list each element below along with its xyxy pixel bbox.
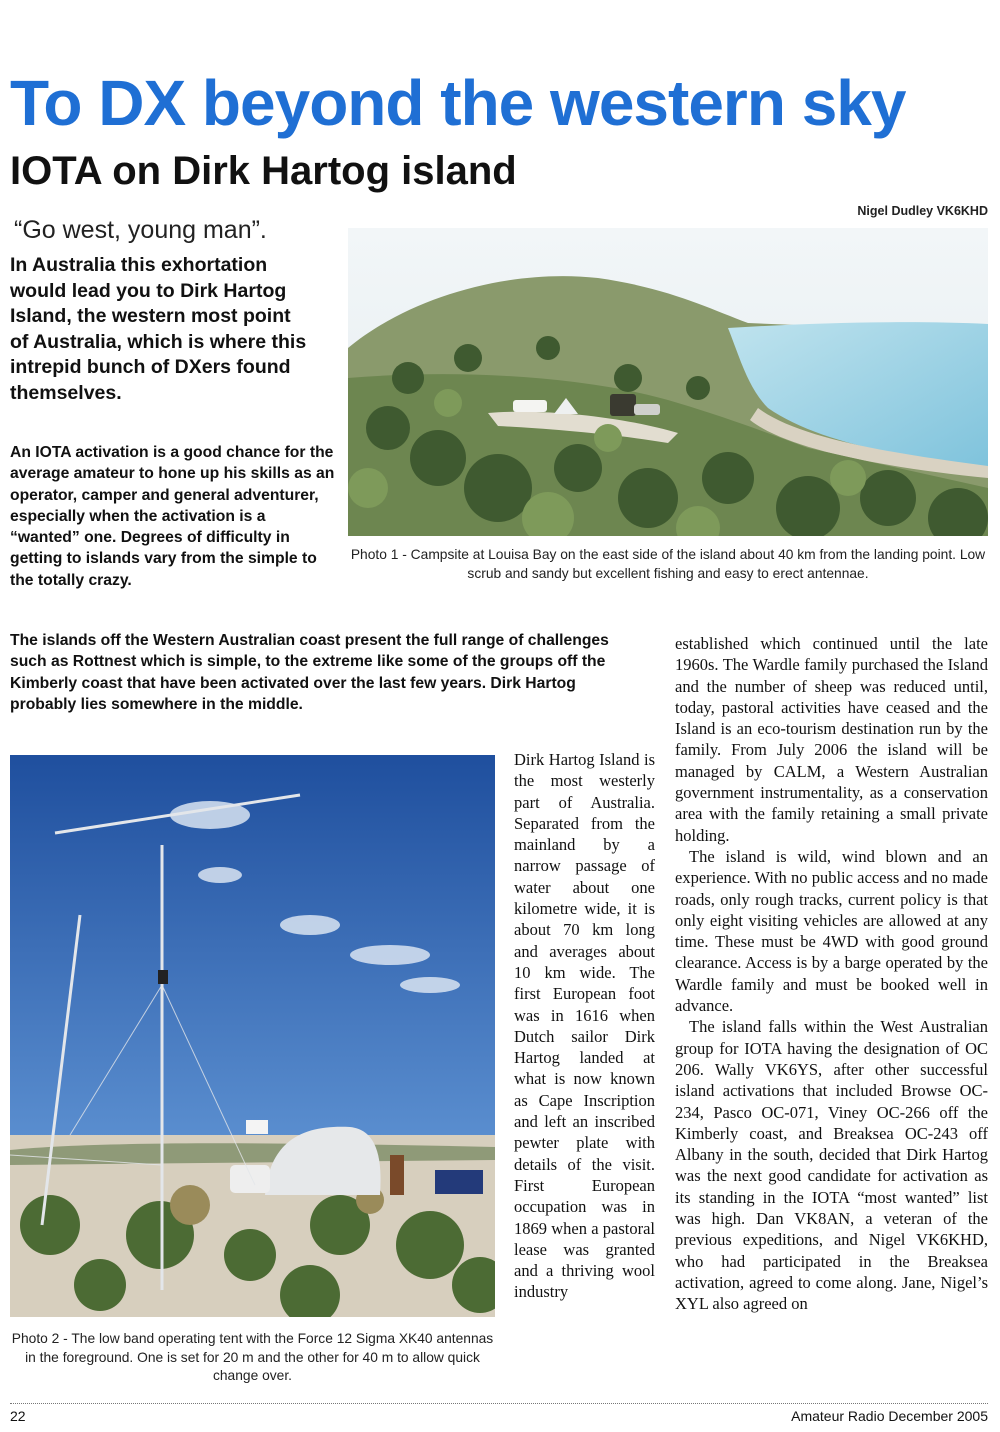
body-column-1 [514,749,655,1303]
tent-antenna-illustration [10,755,495,1317]
body-column-2 [675,633,988,1315]
photo1-caption: Photo 1 - Campsite at Louisa Bay on the east side of the island about 40 km from the landing point. Low scrub and sandy but excellent fishing and easy to erect antennae. [350,547,986,581]
article-headline: To DX beyond the western sky [10,67,906,139]
body-paragraph: Dirk Hartog Island is the most westerly part of Australia. Separated from the mainland by a narrow passage of water about one kilometre wide, it is about 70 km long and averages about 10 km wide. The first European foot was in 1616 when Dutch sailor Dirk Hartog landed at what is now known as Cape Inscription and left an inscribed pewter plate with details of the visit. First European occupation was in 1869 when a pastoral lease was granted and a thriving wool industry [514,750,655,1302]
lead-paragraph-part2: The islands off the Western Australian coast present the full range of challenges such as Rottnest which is simple, to the extreme like some of the groups off the Kimberly coast that have been activated over the last few years. Dirk Hartog probably lies somewhere in the middle. [10,632,609,713]
photo2-caption: Photo 2 - The low band operating tent with the Force 12 Sigma XK40 antennas in the foreground. One is set for 20 m and the other for 40 m to allow quick change over. [11,1331,494,1383]
pull-quote: “Go west, young man”. [14,216,267,244]
footer-rule [10,1403,988,1404]
campsite-illustration [348,228,988,536]
body-paragraph: established which continued until the late 1960s. The Wardle family purchased the Island and the number of sheep was reduced until, today, pastoral activities have ceased and the Island is an eco-tourism destination run by the family. From July 2006 the island will be managed by CALM, a Western Australian government instrumentality, as a conservation area with the family retaining a small private holding. [675,634,988,845]
photo-low-band-tent [10,755,495,1317]
lead-paragraph-part1: An IOTA activation is a good chance for the average amateur to hone up his skills as an operator, camper and general adventurer, especially when the activation is a “wanted” one. Degrees of difficulty in getting to islands vary from the simple to the totally crazy. [10,444,335,589]
intro-paragraph: In Australia this exhortation would lead you to Dirk Hartog Island, the western most point of Australia, which is where this intrepid bunch of DXers found themselves. [10,254,307,404]
publication-footer: Amateur Radio December 2005 [791,1408,988,1424]
body-paragraph: The island falls within the West Australian group for IOTA having the designation of OC 206. Wally VK6YS, after other successful island activations that included Browse OC-234, Pasco OC-071, Viney OC-266 off the Kimberly coast, and Breaksea OC-243 off Albany in the south, decided that Dirk Hartog was the next good candidate for activation as its standing in the IOTA “most wanted” list was high. Dan VK8AN, a veteran of the previous expeditions, and Nigel VK6KHD, who had participated in the Breaksea activation, agreed to come along. Jane, Nigel’s XYL also agreed on [675,1017,988,1314]
article-subheadline: IOTA on Dirk Hartog island [10,149,517,193]
photo-campsite-louisa-bay [348,228,988,536]
author-byline: Nigel Dudley VK6KHD [857,204,988,218]
body-paragraph: The island is wild, wind blown and an experience. With no public access and no made roads, only rough tracks, current policy is that only eight visiting vehicles are allowed at any time. These must be 4WD with good ground clearance. Access is by a barge operated by the Wardle family and must be booked well in advance. [675,846,988,1016]
page-number: 22 [10,1408,26,1424]
